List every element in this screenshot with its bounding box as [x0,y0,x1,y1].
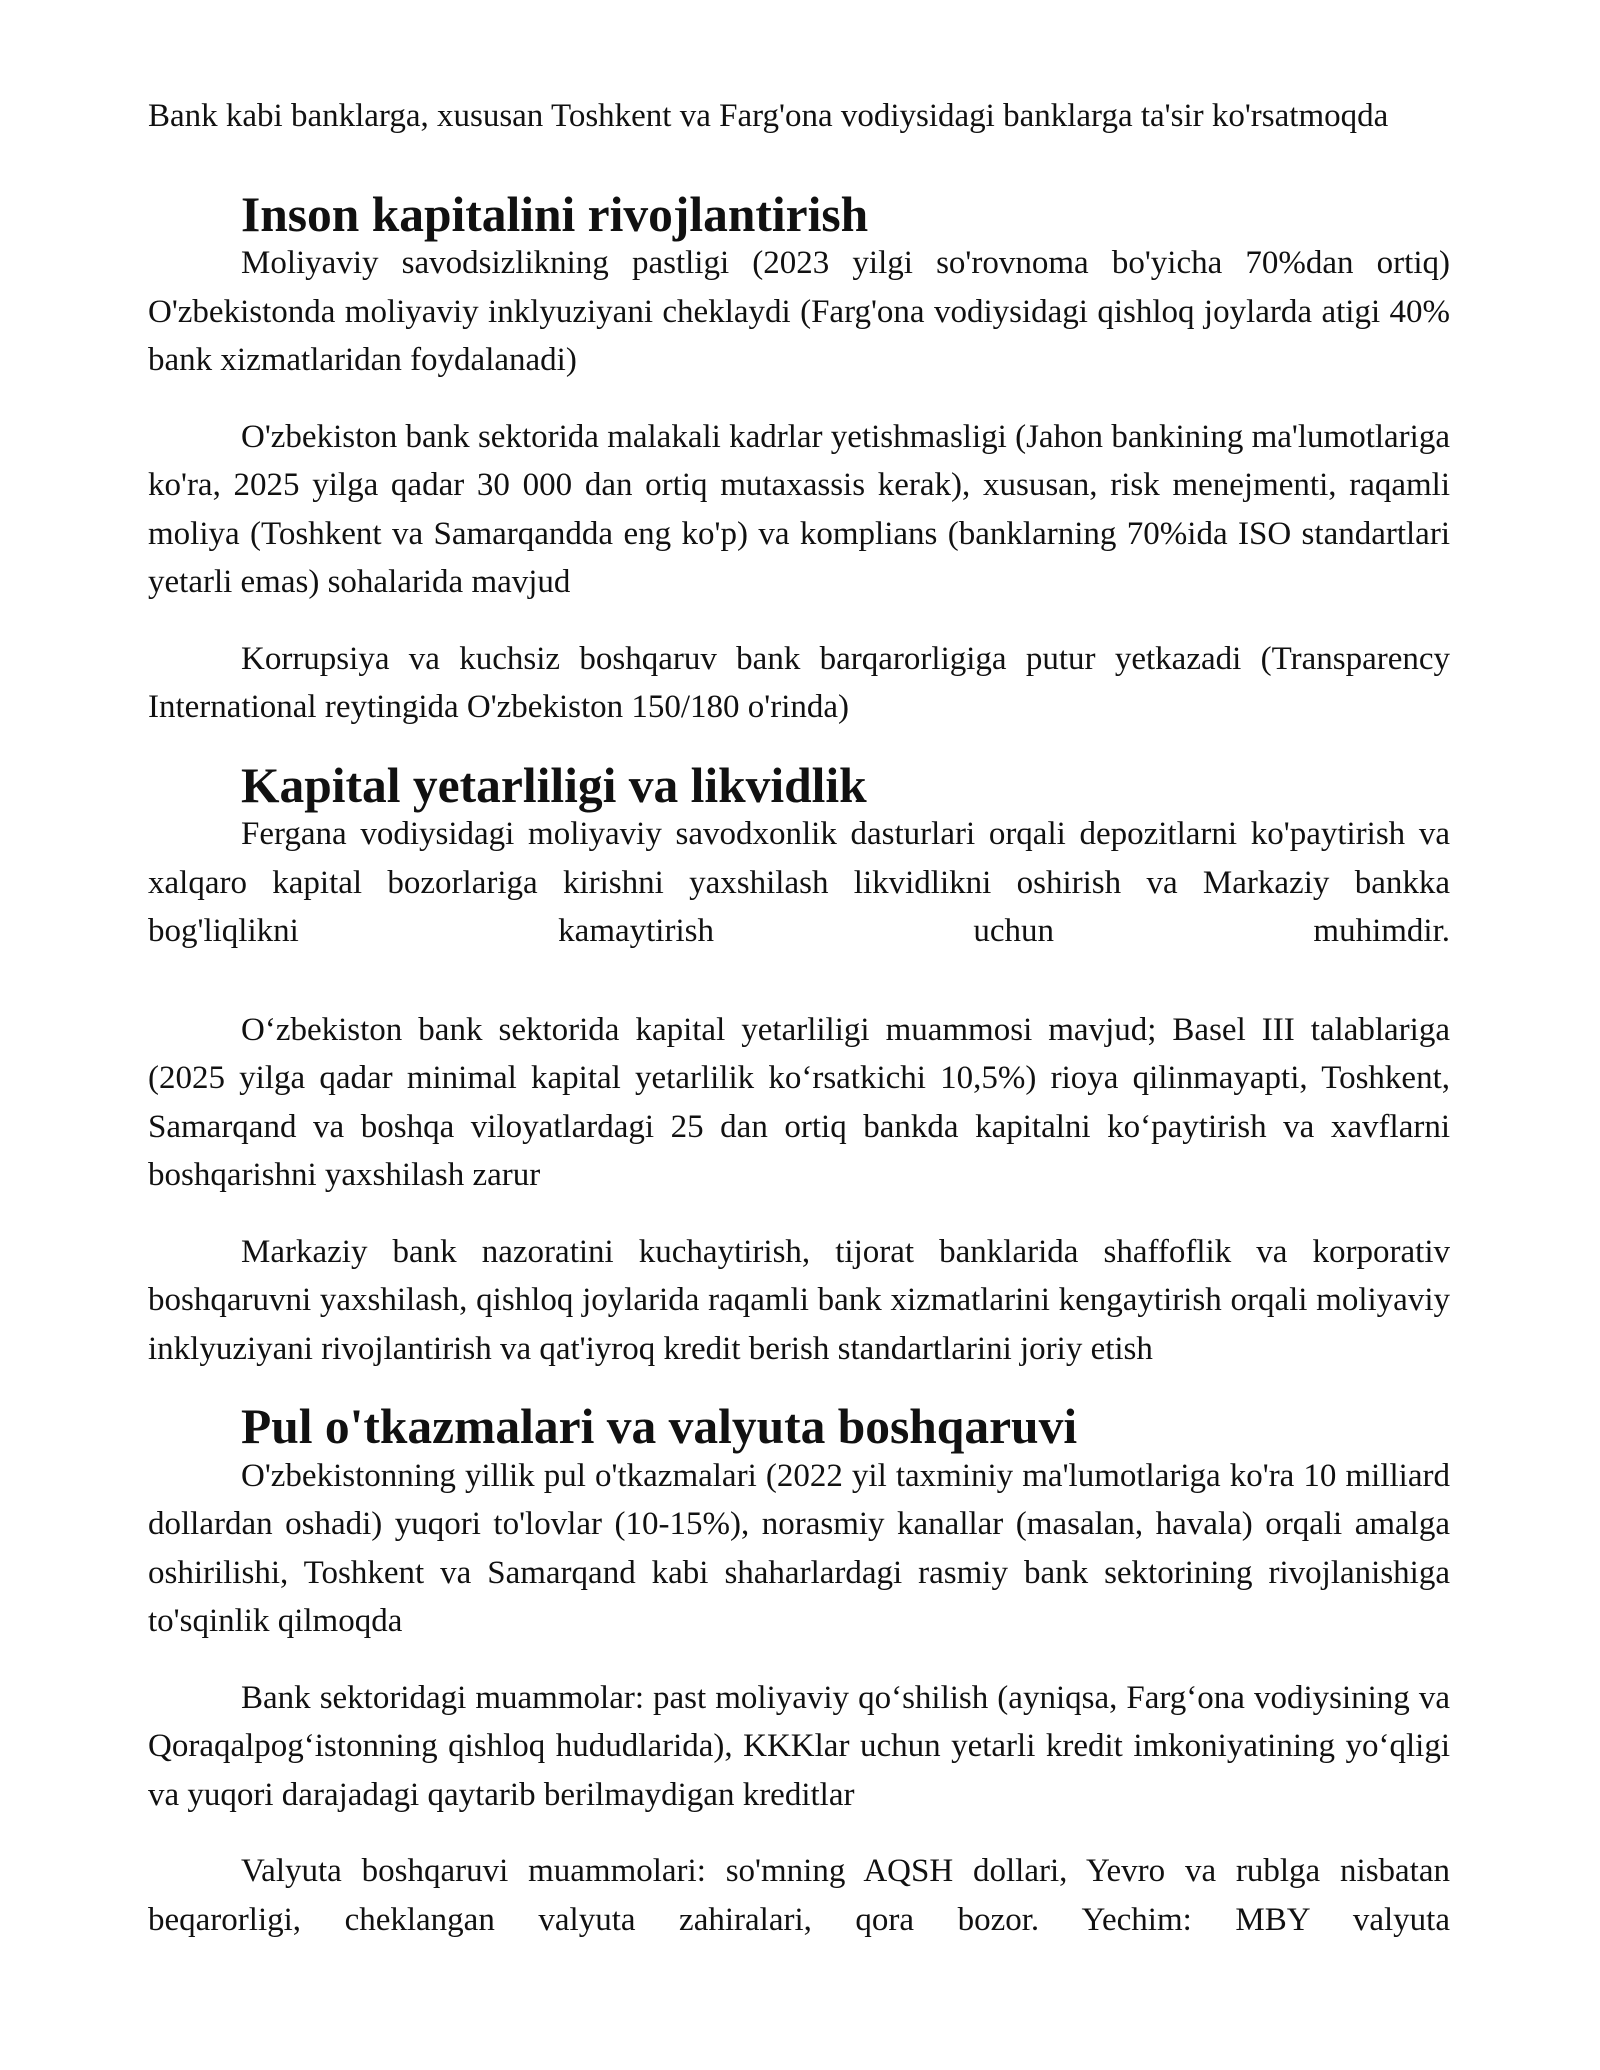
paragraph-capital-adequacy: O‘zbekiston bank sektorida kapital yetarliligi muammosi mavjud; Basel III talablariga (2025 yilga qadar minimal kapital yetarlilik ko‘rsatkichi 10,5%) rioya qilinmayapti, Toshkent, Samarqand va boshqa viloyatlardagi 25 dan ortiq bankda kapitalni ko‘paytirish va xavflarni boshqarishni yaxshilash zarur [148,1011,1450,1193]
heading-human-capital: Inson kapitalini rivojlantirish [241,186,869,242]
document-page [148,92,1450,1944]
paragraph-remittances: O'zbekistonning yillik pul o'tkazmalari (2022 yil taxminiy ma'lumotlariga ko'ra 10 milliard dollardan oshadi) yuqori to'lovlar (10-15%), norasmiy kanallar (masalan, havala) orqali amalga oshirilishi, Toshkent va Samarqand kabi shaharlardagi rasmiy bank sektorining rivojlanishiga to'sqinlik qilmoqda [148,1457,1450,1639]
paragraph-bank-impact: Bank kabi banklarga, xususan Toshkent va Farg'ona vodiysidagi banklarga ta'sir ko'rsatmoqda [148,98,1389,134]
paragraph-skilled-staff: O'zbekiston bank sektorida malakali kadrlar yetishmasligi (Jahon bankining ma'lumotlariga ko'ra, 2025 yilga qadar 30 000 dan ortiq mutaxassis kerak), xususan, risk menejmenti, raqamli moliya (Toshkent va Samarqandda eng ko'p) va komplians (banklarning 70%ida ISO standartlari yetarli emas) sohalarida mavjud [148,418,1450,600]
paragraph-sector-problems: Bank sektoridagi muammolar: past moliyaviy qo‘shilish (ayniqsa, Farg‘ona vodiysining va Qoraqalpog‘istonning qishloq hududlarida), KKKlar uchun yetarli kredit imkoniyatining yo‘qligi va yuqori darajadagi qaytarib berilmaydigan kreditlar [148,1679,1450,1813]
heading-remittances: Pul o'tkazmalari va valyuta boshqaruvi [241,1399,1078,1454]
paragraph-financial-literacy: Moliyaviy savodsizlikning pastligi (2023 yilgi so'rovnoma bo'yicha 70%dan ortiq) O'zbekistonda moliyaviy inklyuziyani cheklaydi (Farg'ona vodiysidagi qishloq joylarda atigi 40% bank xizmatlaridan foydalanadi) [148,245,1450,378]
heading-capital-liquidity: Kapital yetarliligi va likvidlik [241,757,867,813]
paragraph-central-bank: Markaziy bank nazoratini kuchaytirish, tijorat banklarida shaffoflik va korporativ boshqaruvni yaxshilash, qishloq joylarida raqamli bank xizmatlarini kengaytirish orqali moliyaviy inklyuziyani rivojlantirish va qat'iyroq kredit berish standartlarini joriy etish [148,1233,1450,1367]
paragraph-corruption: Korrupsiya va kuchsiz boshqaruv bank barqarorligiga putur yetkazadi (Transparency International reytingida O'zbekiston 150/180 o'rinda) [148,640,1450,725]
paragraph-currency-management: Valyuta boshqaruvi muammolari: so'mning AQSH dollari, Yevro va rublga nisbatan beqarorligi, cheklangan valyuta zahiralari, qora bozor. Yechim: MBY valyuta [148,1853,1450,1938]
paragraph-deposits: Fergana vodiysidagi moliyaviy savodxonlik dasturlari orqali depozitlarni ko'paytirish va xalqaro kapital bozorlariga kirishni yaxshilash likvidlikni oshirish va Markaziy bankka bog'liqlikni kamaytirish uchun muhimdir. [148,816,1450,949]
